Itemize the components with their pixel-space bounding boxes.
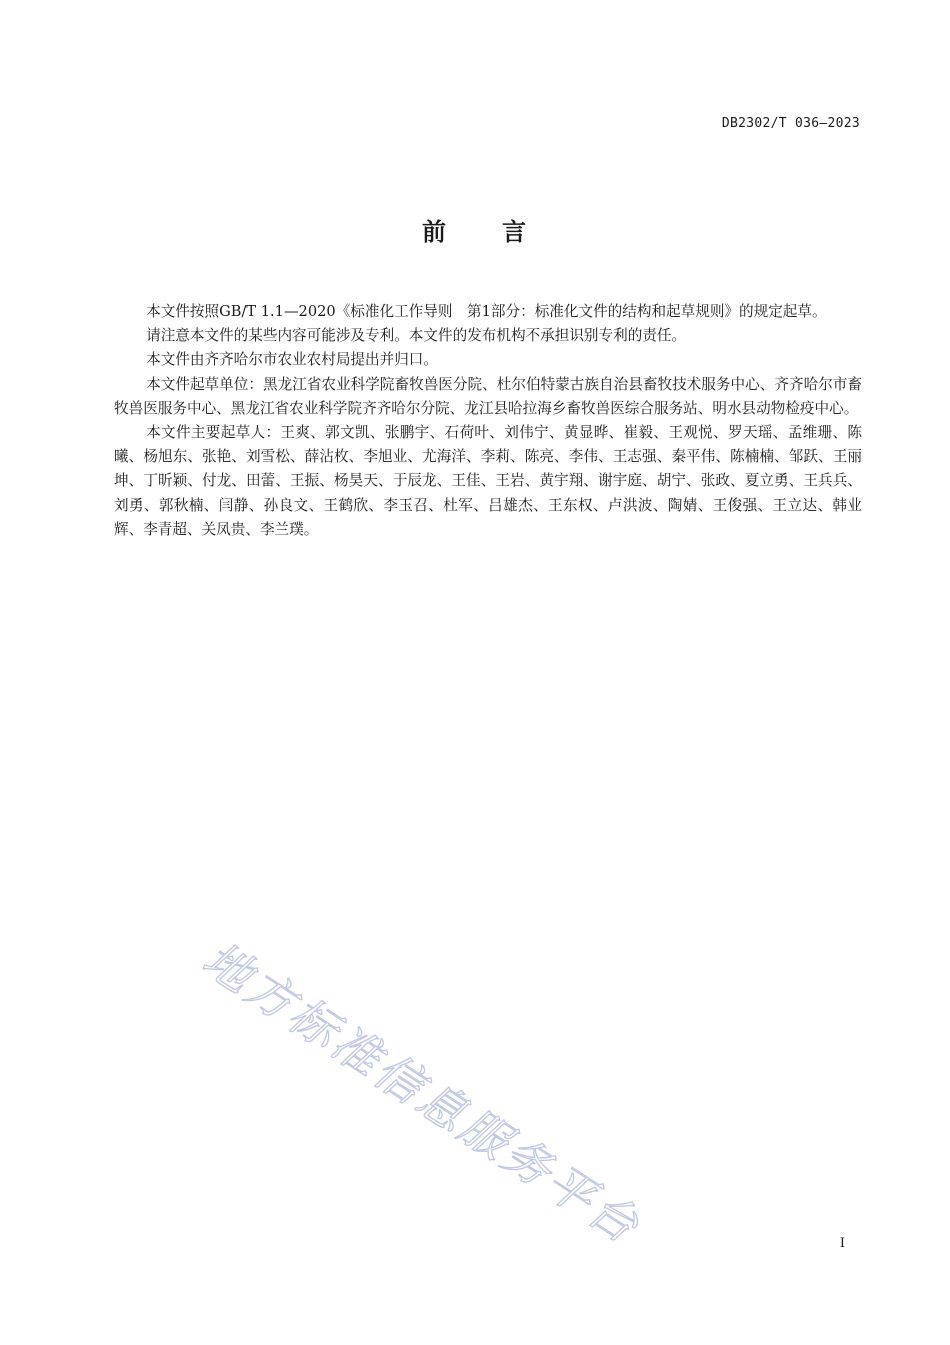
paragraph-proposer: 本文件由齐齐哈尔市农业农村局提出并归口。 (146, 351, 438, 369)
watermark: 地方标准信息服务平台 (192, 931, 651, 1256)
page-number: I (839, 1236, 845, 1251)
foreword-body (114, 300, 862, 542)
standard-code: DB2302/T 036—2023 (721, 116, 860, 131)
title-char-2: 言 (502, 218, 528, 246)
title-char-1: 前 (422, 218, 448, 246)
paragraph-patent-notice: 请注意本文件的某些内容可能涉及专利。本文件的发布机构不承担识别专利的责任。 (146, 327, 687, 345)
paragraph-drafting-units: 本文件起草单位：黑龙江省农业科学院畜牧兽医分院、杜尔伯特蒙古族自治县畜牧技术服务中心、齐齐哈尔市畜牧兽医服务中心、黑龙江省农业科学院齐齐哈尔分院、龙江县哈拉海乡畜牧兽医综合服务站、明水县动物检疫中心。 (114, 375, 862, 417)
paragraph-drafting-basis: 本文件按照GB/T 1.1—2020《标准化工作导则 第1部分：标准化文件的结构和起草规则》的规定起草。 (146, 303, 827, 320)
page-title (0, 212, 950, 247)
paragraph-drafters: 本文件主要起草人：王爽、郭文凯、张鹏宇、石荷叶、刘伟宁、黄显晔、崔毅、王观悦、罗天瑶、孟维珊、陈曦、杨旭东、张艳、刘雪松、薛沾枚、李旭业、尤海洋、李莉、陈亮、李伟、王志强、秦平伟、陈楠楠、邹跃、王丽坤、丁昕颖、付龙、田蕾、王振、杨昊天、于辰龙、王佳、王岩、黄宇翔、谢宇庭、胡宁、张政、夏立勇、王兵兵、刘勇、郭秋楠、闫静、孙良文、王鹤欣、李玉召、杜军、吕雄杰、王东权、卢洪波、陶婧、王俊强、王立达、韩业辉、李青超、关凤贵、李兰璞。 (114, 424, 862, 538)
